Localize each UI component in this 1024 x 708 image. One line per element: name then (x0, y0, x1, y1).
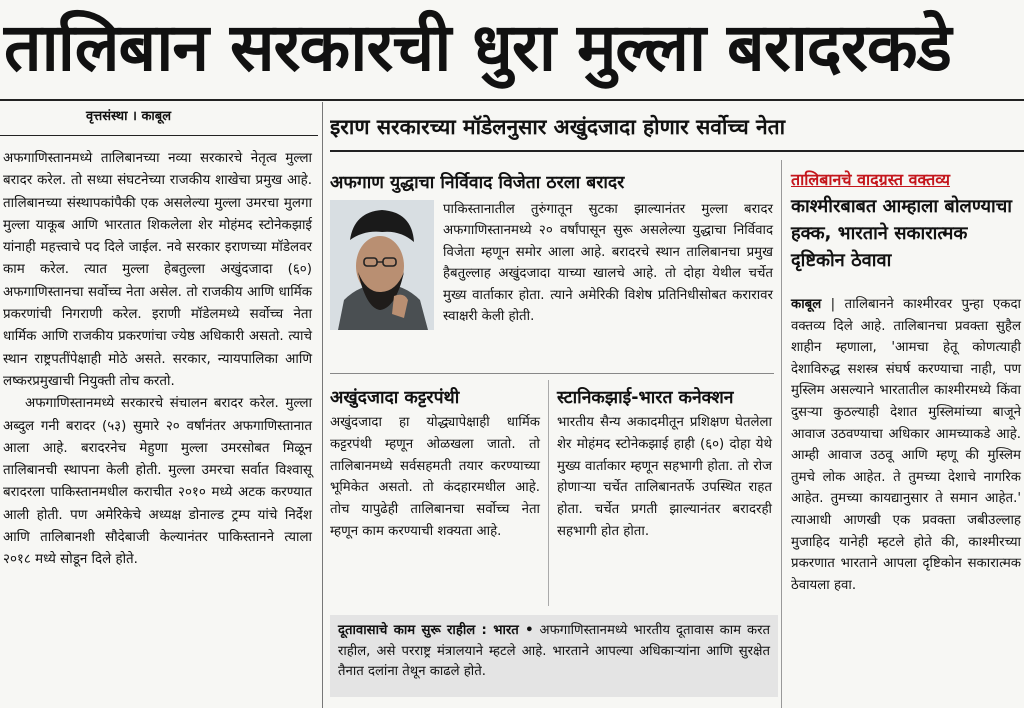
section1-paragraph: पाकिस्तानातील तुरुंगातून सुटका झाल्यानंतर मुल्ला बरादर अफगाणिस्तानमध्ये २० वर्षांपासून सुरू असलेल्या युद्धाचा निर्विवाद विजेता म्हणून समोर आला आहे. बरादरचे स्थान तालिबानचा प्रमुख हैबतुल्लाह अखुंदजादा याच्या खालचे आहे. तो दोहा येथील चर्चेत मुख्य वार्ताकार होता. त्याने अमेरिकी विशेष प्रतिनिधीसोबत करारावर स्वाक्षरी केली होती. (443, 202, 773, 325)
note-text: अफगाणिस्तानमध्ये भारतीय दूतावास काम करत राहील, असे परराष्ट्र मंत्रालयाने म्हटले आहे. भारताने आपल्या अधिकाऱ्यांना आणि सुरक्षेत तैनात दलांना तेथून काढले होते. (338, 623, 770, 679)
left-column-text (3, 148, 312, 572)
person-portrait-icon (330, 200, 434, 330)
headline-rule (0, 99, 1024, 101)
subheadline-rule (330, 150, 1024, 152)
right-column-divider (781, 160, 782, 708)
byline: वृत्तसंस्था । काबूल (86, 109, 172, 124)
subheadline: इराण सरकारच्या मॉडेलनुसार अखुंदजादा होणार सर्वोच्च नेता (330, 115, 786, 139)
section2-text (330, 412, 540, 543)
center-vertical-divider (548, 380, 549, 606)
section2-paragraph: अखुंदजादा हा योद्ध्यापेक्षाही धार्मिक कट्टरपंथी म्हणून ओळखला जातो. तो तालिबानमध्ये सर्वसहमती तयार करण्याच्या भूमिकेत असतो. तो कंदहारमधील आहे. तोच यापुढेही तालिबानचा सर्वोच्च नेता म्हणून काम करण्याची शक्यता आहे. (330, 415, 540, 539)
photo-mullah-baradar (330, 200, 434, 330)
right-box-dateline: काबूल (791, 297, 822, 312)
right-box-text (791, 294, 1021, 596)
right-box-title: काश्मीरबाबत आम्हाला बोलण्याचा हक्क, भारताने सकारात्मक दृष्टिकोन ठेवावा (791, 196, 1013, 271)
right-box-paragraph: काबूल | तालिबानने काश्मीरवर पुन्हा एकदा वक्तव्य दिले आहे. तालिबानचा प्रवक्ता सुहैल शाहीन म्हणाला, 'आमचा हेतू कोणत्याही देशाविरुद्ध सशस्त्र संघर्ष करण्याचा नाही, पण मुस्लिम असल्याने भारतातील काश्मीरमध्ये किंवा दुसऱ्या कुठल्याही देशात मुस्लिमांच्या बाजूने आवाज उठवण्याचा अधिकार आमच्याकडे आहे. आम्ही आवाज उठवू आणि म्हणू की मुस्लिम तुमचे लोक आहेत. ते तुमच्या देशाचे नागरिक आहेत. तुमच्या कायद्यानुसार ते समान आहेत.' त्याआधी आणखी एक प्रवक्ता जबीउल्लाह मुजाहिद यानेही म्हटले होते की, काश्मीरच्या प्रकरणात भारताने आपला दृष्टिकोन सकारात्मक ठेवायला हवा. (791, 297, 1021, 593)
right-box-body: तालिबानने काश्मीरवर पुन्हा एकदा वक्तव्य दिले आहे. तालिबानचा प्रवक्ता सुहैल शाहीन म्हणाला, 'आमचा हेतू कोणत्याही देशाविरुद्ध सशस्त्र संघर्ष करण्याचा नाही, पण मुस्लिम असल्याने भारतातील काश्मीरमध्ये किंवा दुसऱ्या कुठल्याही देशात मुस्लिमांच्या बाजूने आवाज उठवण्याचा अधिकार आमच्याकडे आहे. आम्ही आवाज उठवू आणि म्हणू की मुस्लिम तुमचे लोक आहेत. ते तुमच्या देशाचे नागरिक आहेत. तुमच्या कायद्यानुसार ते समान आहेत.' त्याआधी आणखी एक प्रवक्ता जबीउल्लाह मुजाहिद यानेही म्हटले होते की, काश्मीरच्या प्रकरणात भारताने आपला दृष्टिकोन सकारात्मक ठेवायला हवा. (791, 297, 1021, 593)
byline-rule (0, 135, 318, 136)
headline: तालिबान सरकारची धुरा मुल्ला बरादरकडे (4, 9, 951, 86)
section1-text (443, 199, 773, 327)
section3-paragraph: भारतीय सैन्य अकादमीतून प्रशिक्षण घेतलेला शेर मोहंमद स्टोनेकझाई हाही (६०) दोहा येथे मुख्य वार्ताकार म्हणून सहभागी होता. तो रोज होणाऱ्या चर्चेत तालिबानतर्फे उपस्थित राहत होता. चर्चेत प्रगती झाल्यानंतर बरादरही सहभागी होत होता. (557, 415, 772, 539)
left-paragraph-1: अफगाणिस्तानमध्ये तालिबानच्या नव्या सरकारचे नेतृत्व मुल्ला बरादर करेल. तो सध्या संघटनेच्या राजकीय शाखेचा प्रमुख आहे. तालिबानच्या संस्थापकांपैकी एक असलेल्या मुल्ला उमरचा मुलगा मुल्ला याकूब आणि भारतात शिकलेला शेर मोहंमद स्टोनेकझाई यांनाही महत्त्वाचे पद दिले जाईल. नवे सरकार इराणच्या मॉडेलवर काम करेल. त्यात मुल्ला हेबतुल्ला अखुंदजादा (६०) अफगाणिस्तानचा सर्वोच्च नेता असेल. तो राजकीय आणि धार्मिक प्रकरणांची निगराणी करेल. इराणी मॉडेलमध्ये सर्वोच्च नेता धार्मिक आणि राजकीय प्रकरणांचा ज्येष्ठ अधिकारी असतो. त्याचे स्थान राष्ट्रपतींपेक्षाही मोठे असते. सरकार, न्यायपालिका आणि लष्करप्रमुखाची नियुक्ती तोच करतो. (3, 151, 312, 389)
note-title: दूतावासाचे काम सुरू राहील : भारत • (338, 623, 534, 638)
embassy-note-box (330, 615, 778, 697)
left-paragraph-2: अफगाणिस्तानमध्ये सरकारचे संचालन बरादर करेल. मुल्ला अब्दुल गनी बरादर (५३) सुमारे २० वर्षांनंतर अफगाणिस्तानात आला आहे. बरादरनेच मेहुणा मुल्ला उमरसोबत मिळून तालिबानची स्थापना केली होती. मुल्ला उमरचा सर्वात विश्वासू बरादरला पाकिस्तानमधील कराचीत २०१० मध्ये अटक करण्यात आली होती. पण अमेरिकेचे अध्यक्ष डोनाल्ड ट्रम्प यांचे निर्देश आणि तालिबानशी सौदेबाजी केल्यानंतर पाकिस्तानने त्याला २०१८ मध्ये सोडून दिले होते. (3, 396, 312, 568)
section2-title: अखुंदजादा कट्टरपंथी (330, 388, 460, 408)
section3-title: स्टानिकझाई-भारत कनेक्शन (557, 388, 734, 408)
section3-text (557, 412, 772, 543)
center-divider (330, 373, 774, 374)
column-divider (322, 102, 323, 708)
right-box-label: तालिबानचे वादग्रस्त वक्तव्य (791, 170, 950, 189)
section1-title: अफगाण युद्धाचा निर्विवाद विजेता ठरला बरादर (330, 173, 625, 193)
